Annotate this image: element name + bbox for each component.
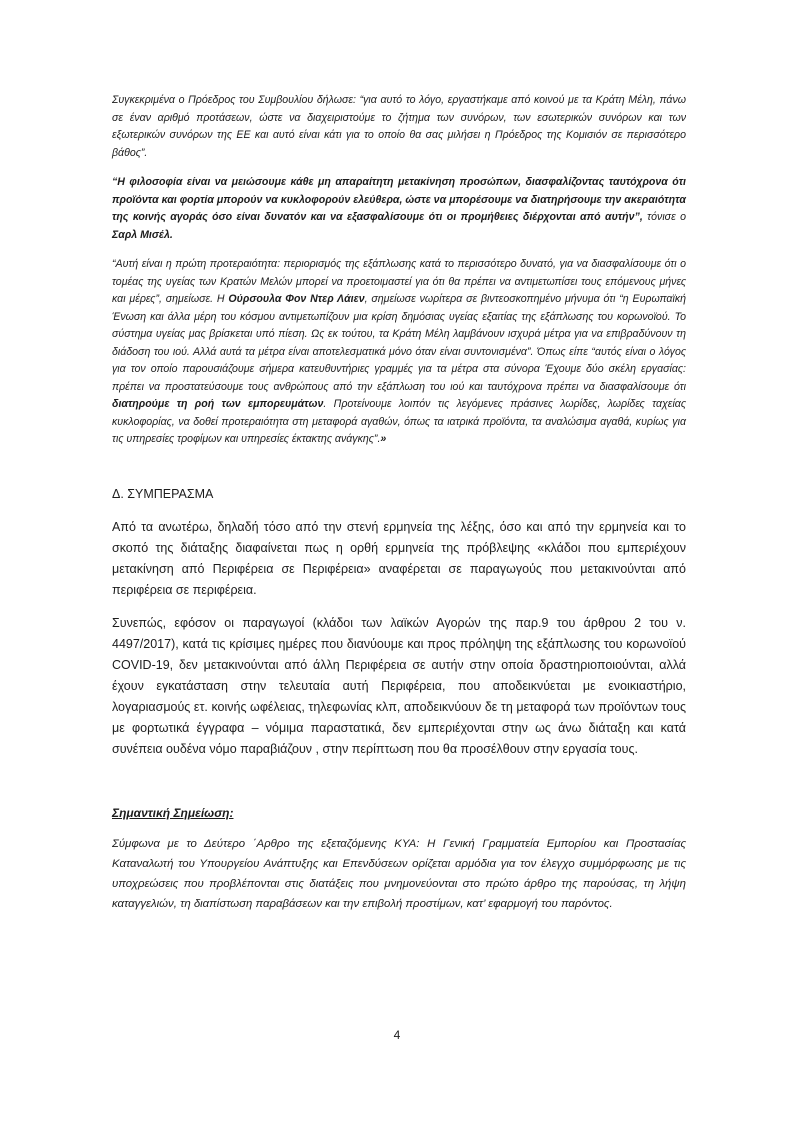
speaker-name-2: Ούρσουλα Φον Ντερ Λάιεν (228, 293, 365, 305)
quote-text-b: , σημείωσε νωρίτερα σε βιντεοσκοπημένο μήνυμα ότι “η Ευρωπαϊκή Ένωση και άλλα μέρη του κόσμου αντιμετωπίζουν μια κρίση δημόσιας υγείας εξαιτίας της εξάπλωσης του κορωνοϊού. Το σύστημα υγείας μας βρίσκεται υπό πίεση. Ως εκ τούτου, τα Κράτη Μέλη λαμβάνουν ισχυρά μέτρα για να επιβραδύνουν τη διάδοση του ιού. Αλλά αυτά τα μέτρα είναι αποτελεσματικά μόνο όταν είναι συντονισμένα”. Όπως είπε “αυτός είναι ο λόγος για τον οποίο παρουσιάζουμε σήμερα κατευθυντήριες γραμμές για τα μέτρα στα σύνορα Έχουμε δύο σκέλη εργασίας: πρέπει να προστατεύσουμε τους ανθρώπους από την εξάπλωση του ιού και ταυτόχρονα πρέπει να διασφαλίσουμε ότι (112, 293, 687, 393)
quote-paragraph-2 (112, 174, 686, 244)
document-page (112, 92, 686, 914)
note-body: Σύμφωνα με το Δεύτερο ΄Αρθρο της εξεταζόμενης ΚΥΑ: Η Γενική Γραμματεία Εμπορίου και Προστασίας Καταναλωτή του Υπουργείου Ανάπτυξης και Επενδύσεων ορίζεται αρμόδια για τον έλεγχο συμμόρφωσης με τις υποχρεώσεις που προβλέπονται στις διατάξεις που μνημονεύονται στο πρώτο άρθρο της παρούσας, τη λήψη καταγγελιών, τη διαπίστωση παραβάσεων και την επιβολή προστίμων, κατ’ εφαρμογή του παρόντος. (112, 837, 686, 910)
note-title: Σημαντική Σημείωση: (112, 805, 234, 820)
quote-paragraph-3 (112, 256, 686, 449)
page-number: 4 (393, 1028, 401, 1042)
quote-text-a: “Αυτή είναι η πρώτη προτεραιότητα: περιορισμός της εξάπλωσης κατά το περισσότερο δυνατό, για να διασφαλίσουμε ότι ο τομέας της υγείας των Κρατών Μελών μπορεί να προετοιμαστεί για ότι θα πρέπει να αντιμετωπίσει τους επόμενους μήνες και μέρες”, σημείωσε. Η (112, 258, 686, 305)
quote-attribution: τόνισε ο (642, 211, 687, 223)
quote-emphasis: διατηρούμε τη ροή των εμπορευμάτων (112, 398, 324, 410)
conclusion-paragraph-2: Συνεπώς, εφόσον οι παραγωγοί (κλάδοι των λαϊκών Αγορών της παρ.9 του άρθρου 2 του ν. 4497/2017), κατά τις κρίσιμες ημέρες που διανύουμε και προς πρόληψη της εξάπλωσης του κορωνοϊού COVID-19, δεν μετακινούνται από άλλη Περιφέρεια σε αυτήν στην οποία δραστηριοποιούνται, αλλά έχουν εγκατάσταση στην τελευταία αυτή Περιφέρεια, που αποδεικνύεται με ενοικιαστήριο, λογαριασμούς ετ. κοινής ωφέλειας, τηλεφωνίας κλπ, αποδεικνύουν δε τη μεταφορά των προϊόντων τους με φορτωτικά έγγραφα – νόμιμα παραστατικά, δεν εμπεριέχονται στην ως άνω διάταξη και κατά συνέπεια ουδένα νόμο παραβιάζουν , στην περίπτωση που θα προσέλθουν στην εργασία τους. (112, 615, 686, 756)
closing-quote-mark: » (380, 433, 387, 445)
quote-text-c: . Προτείνουμε λοιπόν τις λεγόμενες πράσινες λωρίδες, λωρίδες ταχείας κυκλοφορίας, να δοθεί προτεραιότητα στη μεταφορά αγαθών, όπως τα ιατρικά προϊόντα, τα αναλώσιμα αγαθά, κυρίως για τις υπηρεσίες τροφίμων και υπηρεσίες έκτακτης ανάγκης”. (112, 398, 686, 445)
quote-bold-text: “Η φιλοσοφία είναι να μειώσουμε κάθε μη απαραίτητη μετακίνηση προσώπων, διασφαλίζοντας ταυτόχρονα ότι προϊόντα και φορτία μπορούν να κυκλοφορούν ελεύθερα, ώστε να μπορέσουμε να διατηρήσουμε την ακεραιότητα της κοινής αγοράς όσο είναι δυνατόν και να εξασφαλίσουμε ότι οι προμήθειες διέρχονται από αυτήν”, (112, 176, 686, 223)
section-heading: Δ. ΣΥΜΠΕΡΑΣΜΑ (112, 486, 214, 501)
quote-paragraph-1: Συγκεκριμένα ο Πρόεδρος του Συμβουλίου δήλωσε: “για αυτό το λόγο, εργαστήκαμε από κοινού με τα Κράτη Μέλη, πάνω σε έναν αριθμό προτάσεων, ώστε να διαχειριστούμε το ζήτημα των συνόρων, των εσωτερικών συνόρων και των εξωτερικών συνόρων της ΕΕ και αυτό είναι κάτι για το οποίο θα σας μιλήσει η Πρόεδρος της Κομισιόν σε περισσότερο βάθος”. (112, 94, 686, 159)
speaker-name: Σαρλ Μισέλ. (112, 228, 173, 241)
conclusion-paragraph-1: Από τα ανωτέρω, δηλαδή τόσο από την στενή ερμηνεία της λέξης, όσο και από την ερμηνεία και το σκοπό της διάταξης διαφαίνεται πως η ορθή ερμηνεία της πρόβλεψης «κλάδοι που εμπεριέχουν μετακίνηση από Περιφέρεια σε Περιφέρεια» αναφέρεται σε παραγωγούς που μετακινούνται από περιφέρεια σε περιφέρεια. (112, 519, 686, 597)
